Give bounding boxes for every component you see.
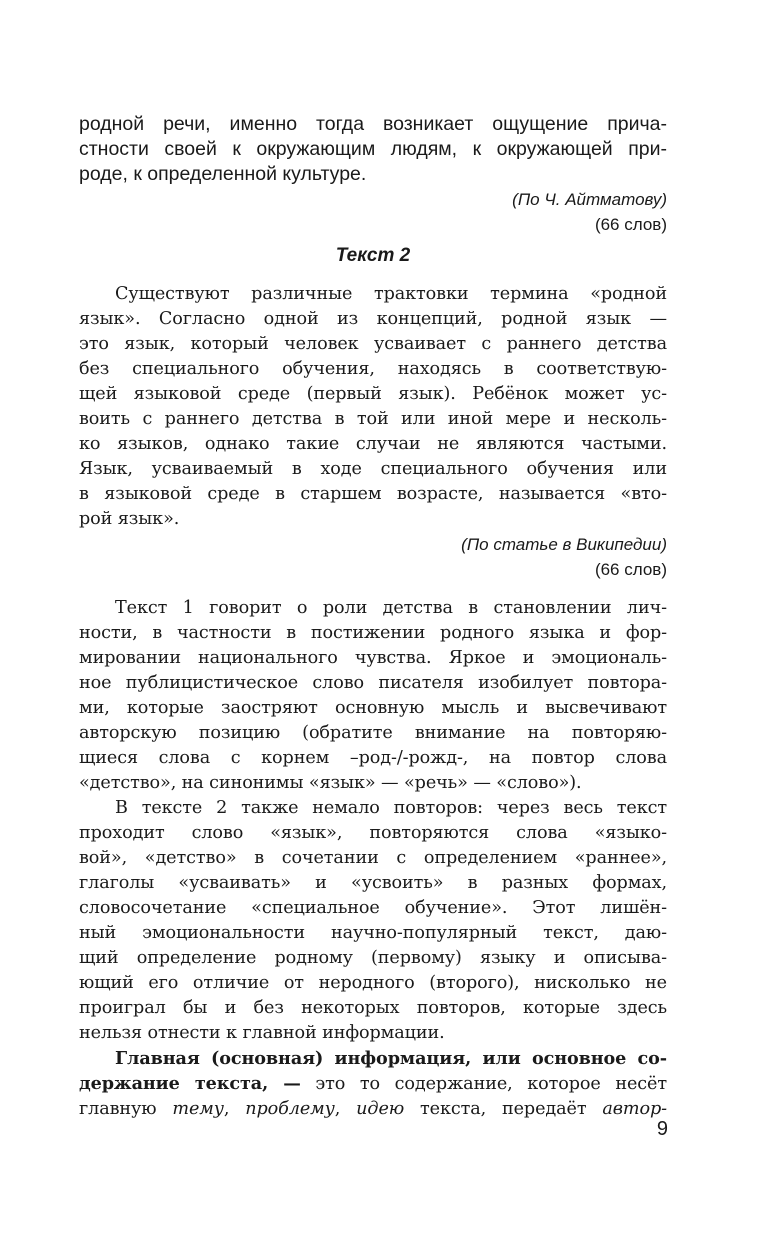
text-line: без специального обучения, находясь в соответствую- <box>79 359 667 379</box>
text-line: ности, в частности в постижении родного языка и фор- <box>79 623 667 643</box>
text-line: ющий его отличие от неродного (второго), нисколько не <box>79 973 667 993</box>
analysis-paragraph-1 <box>79 596 667 796</box>
text-line: нельзя отнести к главной информации. <box>79 1023 445 1043</box>
text-fragment: , <box>334 1099 357 1119</box>
text-line: родной речи, именно тогда возникает ощущение прича- <box>79 113 667 135</box>
text-line <box>79 1097 667 1122</box>
text-line: язык». Согласно одной из концепций, родной язык — <box>79 309 667 329</box>
text-fragment: , <box>223 1099 246 1119</box>
text-line: словосочетание «специальное обучение». Этот лишён- <box>79 898 667 918</box>
text-line: стности своей к окружающим людям, к окружающей при- <box>79 138 667 160</box>
text-line: в языковой среде в старшем возрасте, называется «вто- <box>79 484 667 504</box>
word-count: (66 слов) <box>594 215 667 234</box>
text-line: «детство», на синонимы «язык» — «речь» — «слово»). <box>79 773 582 793</box>
text-line: ное публицистическое слово писателя изобилует повтора- <box>79 673 667 693</box>
analysis-paragraph-2 <box>79 796 667 1046</box>
text-line: Язык, усваиваемый в ходе специального обучения или <box>79 459 667 479</box>
text-line: щий определение родному (первому) языку и описыва- <box>79 948 667 968</box>
text-line: В тексте 2 также немало повторов: через весь текст <box>115 798 667 818</box>
text-line: вой», «детство» в сочетании с определением «раннее», <box>79 848 667 868</box>
word-count: (66 слов) <box>594 560 667 579</box>
definition-term: держание текста, — <box>79 1073 301 1094</box>
text-line: проиграл бы и без некоторых повторов, которые здесь <box>79 998 667 1018</box>
text-fragment: текста, передаёт <box>404 1099 603 1119</box>
text-fragment: это то содержание, которое несёт <box>300 1074 667 1094</box>
text-line <box>79 1071 667 1097</box>
analysis-paragraph-3 <box>79 1046 667 1122</box>
text-line: глаголы «усваивать» и «усвоить» в разных формах, <box>79 873 667 893</box>
source-attribution: (По Ч. Айтматову) <box>512 190 667 209</box>
text-line: мировании национального чувства. Яркое и эмоциональ- <box>79 648 667 668</box>
text-fragment: главную <box>79 1099 173 1119</box>
text-line: воить с раннего детства в той или иной мере и несколь- <box>79 409 667 429</box>
page-body <box>79 112 667 1122</box>
text2-body <box>79 282 667 532</box>
text-line: проходит слово «язык», повторяются слова «языко- <box>79 823 667 843</box>
text1-ending <box>79 112 667 237</box>
text-line: ко языков, однако такие случаи не являются частыми. <box>79 434 667 454</box>
text-line: ный эмоциональности научно-популярный текст, даю- <box>79 923 667 943</box>
text-line: ми, которые заостряют основную мысль и высвечивают <box>79 698 667 718</box>
definition-term: Главная (основная) информация, или основное со- <box>115 1048 667 1069</box>
text-line: щей языковой среде (первый язык). Ребёнок может ус- <box>79 384 667 404</box>
text-line: Текст 1 говорит о роли детства в становлении лич- <box>115 598 667 618</box>
emphasis-term: автор- <box>602 1099 667 1119</box>
text-line: роде, к определенной культуре. <box>79 163 367 185</box>
text-line: это язык, который человек усваивает с раннего детства <box>79 334 667 354</box>
emphasis-term: тему <box>172 1099 224 1119</box>
text-line: Существуют различные трактовки термина «родной <box>115 284 667 304</box>
text-line: авторскую позицию (обратите внимание на повторяю- <box>79 723 667 743</box>
emphasis-term: идею <box>356 1099 405 1119</box>
emphasis-term: проблему <box>245 1099 335 1119</box>
page-number: 9 <box>656 1118 668 1140</box>
text-line: щиеся слова с корнем –род-/-рожд-, на повтор слова <box>79 748 667 768</box>
text-line: рой язык». <box>79 509 180 529</box>
text2-heading: Текст 2 <box>335 245 411 266</box>
source-attribution: (По статье в Википедии) <box>461 535 667 554</box>
